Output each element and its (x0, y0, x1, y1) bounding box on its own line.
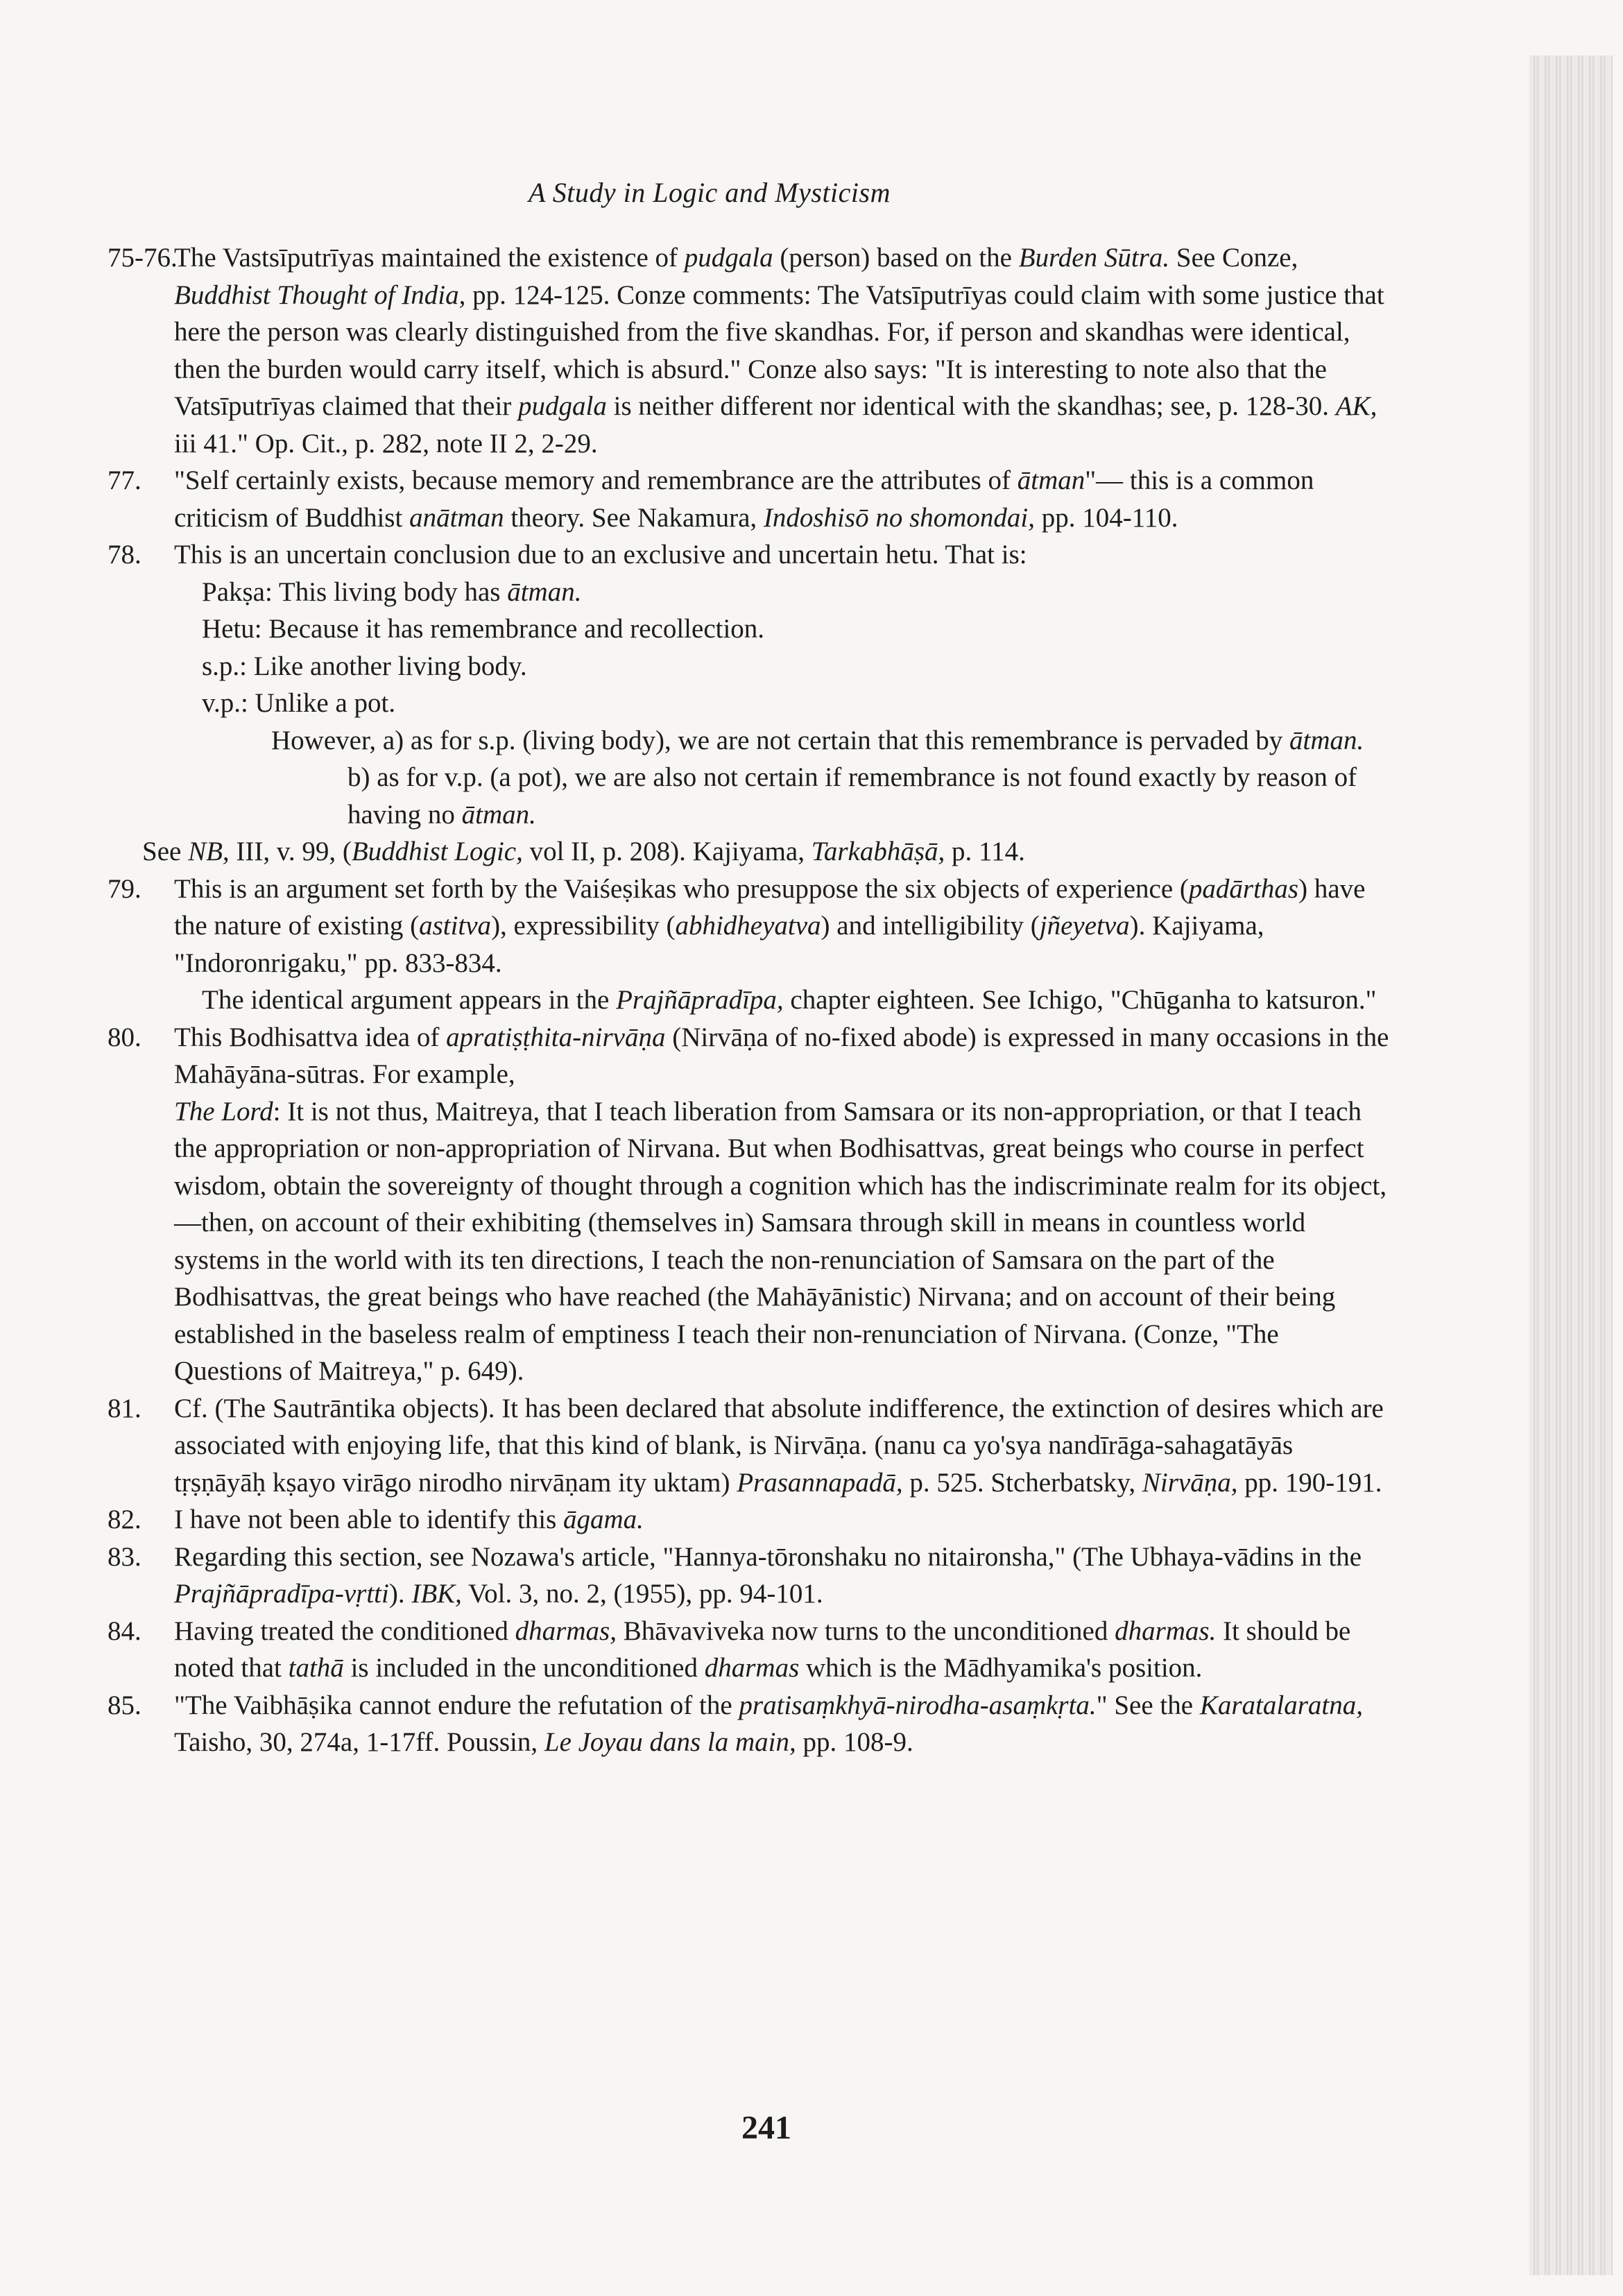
italic-text: IBK, (411, 1579, 462, 1609)
italic-text: apratiṣṭhita-nirvāṇa (446, 1022, 666, 1052)
italic-text: ātman. (461, 799, 536, 830)
endnote-paragraph (174, 1093, 1391, 1390)
text-run: is included in the unconditioned (343, 1653, 705, 1683)
endnotes (108, 239, 1391, 1761)
italic-text: āgama. (563, 1505, 644, 1534)
text-run: : It is not thus, Maitreya, that I teach liberation from Samsara or its non-appropriation, or that I teach the appropriation or non-appropriation of Nirvana. But when Bodhisattvas, great beings who course in perfect wisdom, obtain the sovereignty of thought through a cognition which has the indiscriminate realm for its object,—then, on account of their exhibiting (themselves in) Samsara through skill in means in countless world systems in the world with its ten directions, I teach the non-renunciation of Samsara on the part of the Bodhisattvas, the great beings who have reached (the Mahāyānistic) Nirvana; and on account of their being established in the baseless realm of emptiness I teach their non-renunciation of Nirvana. (Conze, "The Questions of Maitreya," p. 649). (174, 1096, 1387, 1386)
text-run: pp. 104-110. (1035, 502, 1178, 533)
italic-text: Burden Sūtra. (1018, 243, 1170, 273)
endnote-number: 78. (108, 540, 141, 569)
endnote (108, 1501, 1391, 1539)
endnote-text (174, 462, 1391, 536)
endnote-number: 80. (108, 1022, 141, 1052)
text-run: pp. 124-125. Conze comments: The Vatsīputrīyas could claim with some justice that here the person was clearly distinguished from the five skandhas. For, if person and skandhas were identical, then the burden would carry itself, which is absurd." Conze also says: "It is interesting to note also that the Vatsīputrīyas claimed that their (174, 280, 1384, 421)
text-run: which is the Mādhyamika's position. (799, 1653, 1203, 1683)
syllogism-line (174, 574, 1391, 611)
italic-text: pudgala (684, 243, 773, 273)
endnote-number: 85. (108, 1690, 141, 1720)
endnote-number: 83. (108, 1541, 141, 1572)
italic-text: tathā (288, 1653, 344, 1683)
text-run: ), expressibility ( (491, 911, 676, 941)
text-run: "— this is a common criticism of Buddhist (174, 465, 1314, 533)
endnote-text (174, 871, 1391, 982)
text-run: However, a) as for s.p. (living body), we are not certain that this remembrance is pervaded by (271, 725, 1290, 755)
endnote (108, 1613, 1391, 1687)
endnote-text (174, 1687, 1391, 1761)
text-run: This is an uncertain conclusion due to an exclusive and uncertain hetu. That is: (174, 540, 1027, 569)
text-run: See (142, 837, 189, 866)
reference-line (142, 833, 1391, 871)
italic-text: abhidheyatva (675, 911, 821, 941)
text-run: p. 114. (945, 837, 1025, 866)
italic-text: Prajñāpradīpa, (616, 985, 784, 1015)
endnote-number: 84. (108, 1616, 141, 1646)
text-run: It should be noted that (174, 1616, 1351, 1683)
endnote-number: 81. (108, 1393, 141, 1423)
text-run: (person) based on the (773, 243, 1019, 273)
text-run: " See the (1096, 1690, 1200, 1720)
endnote-text (174, 239, 1391, 462)
italic-text: jñeyetva (1039, 911, 1130, 941)
text-run: pp. 190-191. (1237, 1467, 1382, 1498)
italic-text: dharmas. (1115, 1616, 1217, 1646)
text-run: vol II, p. 208). Kajiyama, (522, 837, 812, 866)
endnote (108, 871, 1391, 1019)
syllogism-line (174, 610, 1391, 648)
running-head: A Study in Logic and Mysticism (529, 177, 891, 208)
syllogism-line (174, 648, 1391, 685)
text-run: Taisho, 30, 274a, 1-17ff. Poussin, (174, 1727, 544, 1757)
italic-text: Tarkabhāṣā, (811, 837, 945, 866)
text-run: chapter eighteen. See Ichigo, "Chūganha to katsuron." (783, 985, 1377, 1015)
endnote (108, 1539, 1391, 1613)
endnote-text (174, 1539, 1391, 1613)
text-run: I have not been able to identify this (174, 1505, 564, 1534)
endnote (108, 239, 1391, 462)
text-run: Having treated the conditioned (174, 1616, 515, 1646)
text-run: Cf. (The Sautrāntika objects). It has been declared that absolute indifference, the extinction of desires which are associated with enjoying life, that this kind of blank, is Nirvāṇa. (nanu ca yo'sya nandīrāga-sahagatāyās tṛṣṇāyāḥ kṣayo virāgo nirodho nirvāṇam ity uktam) (174, 1393, 1384, 1498)
text-run: ). Kajiyama, "Indoronrigaku," pp. 833-834. (174, 911, 1264, 978)
italic-text: AK, (1335, 391, 1377, 421)
italic-text: Nirvāṇa, (1142, 1467, 1238, 1498)
italic-text: ātman (1017, 465, 1085, 495)
text-run: The Vastsīputrīyas maintained the existence of (174, 243, 685, 273)
text-run: The identical argument appears in the (202, 985, 617, 1015)
endnote-number: 82. (108, 1505, 141, 1534)
italic-text: Buddhist Thought of India, (174, 280, 466, 310)
italic-text: anātman (409, 502, 504, 533)
endnote-text (174, 536, 1391, 574)
endnote (108, 1019, 1391, 1390)
text-run: iii 41." Op. Cit., p. 282, note II 2, 2-29. (174, 428, 598, 459)
text-run: ). (388, 1579, 412, 1609)
text-run: Regarding this section, see Nozawa's article, "Hannya-tōronshaku no nitaironsha," (The Ubhaya-vādins in the (174, 1541, 1362, 1572)
text-run: (Nirvāṇa of no-fixed abode) is expressed in many occasions in the Mahāyāna-sūtras. For example, (174, 1022, 1389, 1089)
text-run: p. 525. Stcherbatsky, (902, 1467, 1142, 1498)
endnote-text (174, 1613, 1391, 1687)
italic-text: Prasannapadā, (737, 1467, 903, 1498)
text-run: Bhāvaviveka now turns to the unconditioned (616, 1616, 1115, 1646)
text-run: "The Vaibhāṣika cannot endure the refutation of the (174, 1690, 739, 1720)
endnote (108, 536, 1391, 833)
text-run: This is an argument set forth by the Vaiśeṣikas who presuppose the six objects of experience ( (174, 873, 1189, 904)
endnote (108, 1390, 1391, 1502)
book-spine-edge (1529, 55, 1613, 2275)
endnote-text (174, 1019, 1391, 1093)
syllogism-line (174, 722, 1391, 760)
text-run: III, v. 99, ( (229, 837, 352, 866)
text-run: ) and intelligibility ( (821, 911, 1040, 941)
text-run: ) have the nature of existing ( (174, 873, 1366, 941)
endnote (108, 1687, 1391, 1761)
italic-text: ātman. (1289, 725, 1364, 755)
text-run: "Self certainly exists, because memory and remembrance are the attributes of (174, 465, 1017, 495)
text-run: See Conze, (1169, 243, 1298, 273)
italic-text: NB, (188, 837, 230, 866)
text-run: pp. 108-9. (796, 1727, 913, 1757)
endnote-text (174, 1501, 1391, 1539)
italic-text: ātman. (507, 576, 582, 607)
page-number: 241 (741, 2109, 791, 2146)
italic-text: astitva (419, 911, 492, 941)
endnote (108, 462, 1391, 536)
text-run: b) as for v.p. (a pot), we are also not certain if remembrance is not found exactly by reason of having no (347, 762, 1357, 830)
text-run: is neither different nor identical with the skandhas; see, p. 128-30. (606, 391, 1336, 421)
syllogism-line (174, 759, 1391, 833)
endnote-number: 79. (108, 873, 141, 904)
endnote-text (174, 1390, 1391, 1502)
endnote-number: 75-76. (108, 243, 178, 273)
italic-text: Le Joyau dans la main, (544, 1727, 796, 1757)
italic-text: pudgala (518, 391, 607, 421)
italic-text: dharmas, (515, 1616, 617, 1646)
text-run: theory. See Nakamura, (504, 502, 764, 533)
text-run: This Bodhisattva idea of (174, 1022, 447, 1052)
italic-text: Indoshisō no shomondai, (763, 502, 1035, 533)
italic-text: The Lord (174, 1096, 273, 1126)
italic-text: dharmas (704, 1653, 800, 1683)
syllogism-line (174, 685, 1391, 722)
text-run: Pakṣa: This living body has (202, 576, 508, 607)
italic-text: Buddhist Logic, (351, 837, 523, 866)
text-run: s.p.: Like another living body. (202, 651, 527, 681)
italic-text: Prajñāpradīpa-vṛtti (174, 1579, 389, 1609)
text-run: Vol. 3, no. 2, (1955), pp. 94-101. (461, 1579, 823, 1609)
endnote-paragraph (174, 982, 1391, 1019)
text-run: v.p.: Unlike a pot. (202, 688, 396, 718)
italic-text: Karatalaratna, (1199, 1690, 1363, 1720)
italic-text: padārthas (1188, 873, 1299, 904)
endnote-number: 77. (108, 465, 141, 495)
italic-text: pratisaṃkhyā-nirodha-asaṃkṛta. (739, 1690, 1097, 1720)
text-run: Hetu: Because it has remembrance and recollection. (202, 614, 765, 644)
